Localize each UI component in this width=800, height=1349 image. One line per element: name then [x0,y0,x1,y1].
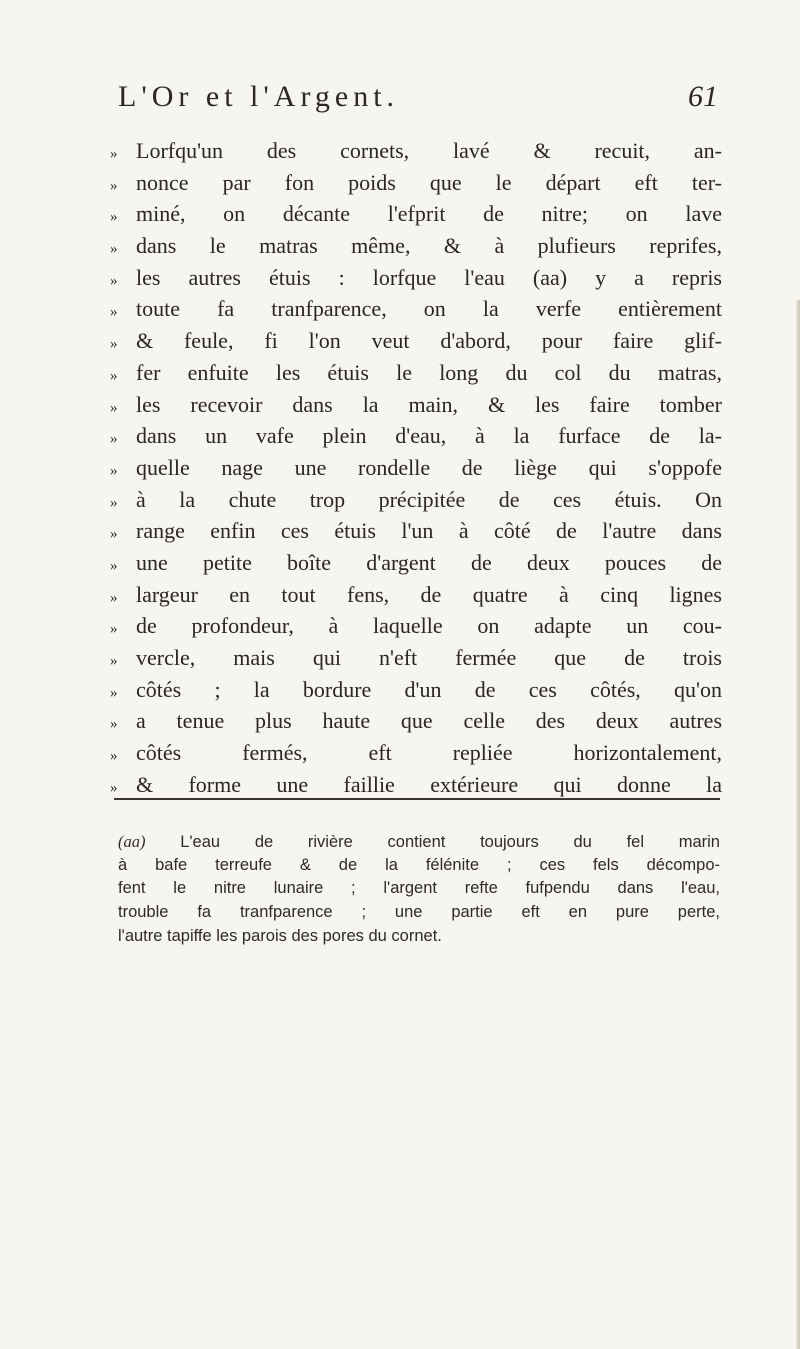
text-line-content: toute fa tranfparence, on la verfe entièrement [136,296,722,322]
quote-mark: » [110,589,118,606]
text-line [110,708,722,740]
quote-mark: » [110,177,118,194]
quote-mark: » [110,241,118,258]
text-line [110,296,722,328]
footnote-line [118,903,720,927]
quote-mark: » [110,336,118,353]
text-line [110,645,722,677]
text-line [110,138,722,170]
quote-mark: » [110,716,118,733]
text-line-content: les recevoir dans la main, & les faire tomber [136,391,722,417]
footnote-line-content: à bafe terreufe & de la félénite ; ces fels décompo- [118,855,720,874]
text-line-content: de profondeur, à laquelle on adapte un cou- [136,613,722,639]
footnote-line [118,927,720,951]
quote-mark: » [110,557,118,574]
quote-mark: » [110,146,118,162]
text-line-content: miné, on décante l'efprit de nitre; on lave [136,201,722,227]
text-line-content: & forme une faillie extérieure qui donne la [136,771,722,797]
quote-mark: » [110,494,118,511]
footnote-line [118,856,720,880]
footnote-line-content: L'eau de rivière contient toujours du fel marin [180,833,720,851]
footnote [118,832,720,950]
quote-mark: » [110,272,118,289]
footnote-line [118,832,720,856]
text-line [110,582,722,614]
text-line [110,677,722,709]
text-line-content: & feule, fi l'on veut d'abord, pour faire glif- [136,328,722,354]
text-line-content: range enfin ces étuis l'un à côté de l'autre dans [136,518,722,544]
quote-mark: » [110,748,118,765]
text-line-content: fer enfuite les étuis le long du col du matras, [136,359,722,385]
text-line [110,392,722,424]
text-line-content: Lorfqu'un des cornets, lavé & recuit, an- [136,138,722,163]
footnote-line-content: fent le nitre lunaire ; l'argent refte fufpendu dans l'eau, [118,879,720,898]
text-line-content: vercle, mais qui n'eft fermée que de trois [136,645,722,670]
page-header [118,80,718,130]
text-line [110,201,722,233]
quote-mark: » [110,304,118,321]
footnote-line-content: l'autre tapiffe les parois des pores du cornet. [118,926,442,945]
quote-mark: » [110,779,118,796]
text-line [110,740,722,772]
text-line [110,170,722,202]
footnote-line [118,879,720,903]
text-line [110,233,722,265]
text-line [110,360,722,392]
quote-mark: » [110,526,118,543]
quote-mark: » [110,367,118,384]
footnote-marker: (aa) [118,832,146,851]
text-line [110,455,722,487]
main-text [110,138,722,803]
text-line [110,550,722,582]
text-line-content: a tenue plus haute que celle des deux autres [136,708,722,734]
text-line [110,613,722,645]
quote-mark: » [110,399,118,416]
text-line-content: les autres étuis : lorfque l'eau (aa) y a repris [136,264,722,290]
text-line [110,265,722,297]
text-line-content: dans un vafe plein d'eau, à la furface de la- [136,423,722,449]
quote-mark: » [110,431,118,448]
footnote-line-content: trouble fa tranfparence ; une partie eft en pure perte, [118,903,720,922]
text-line-content: côtés ; la bordure d'un de ces côtés, qu'on [136,676,722,702]
quote-mark: » [110,462,118,479]
text-line-content: nonce par fon poids que le départ eft ter- [136,169,722,195]
text-line-content: une petite boîte d'argent de deux pouces de [136,549,722,575]
page-edge [796,300,800,1349]
text-line [110,423,722,455]
quote-mark: » [110,684,118,701]
running-title: L'Or et l'Argent. [118,80,400,113]
text-line [110,487,722,519]
text-line-content: côtés fermés, eft repliée horizontalement, [136,740,722,766]
footnote-separator [114,798,720,800]
text-line-content: largeur en tout fens, de quatre à cinq lignes [136,581,722,607]
text-line-content: à la chute trop précipitée de ces étuis. On [136,486,722,512]
page-number: 61 [688,80,718,113]
text-line [110,518,722,550]
quote-mark: » [110,621,118,638]
text-line-content: dans le matras même, & à plufieurs reprifes, [136,233,722,259]
text-line-content: quelle nage une rondelle de liège qui s'oppofe [136,454,722,480]
quote-mark: » [110,209,118,226]
text-line [110,328,722,360]
quote-mark: » [110,653,118,669]
